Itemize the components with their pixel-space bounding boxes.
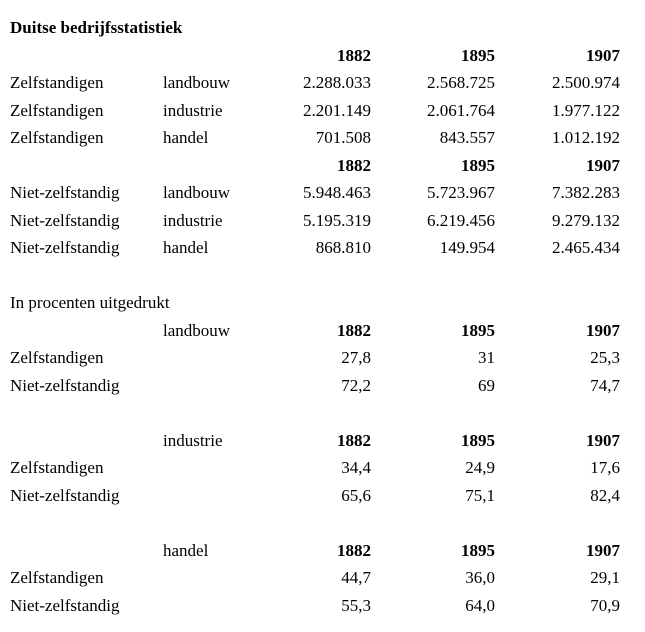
- table-row: [10, 344, 630, 372]
- value-1882: 2.201.149: [303, 100, 371, 120]
- row-label: Zelfstandigen: [10, 458, 104, 477]
- value-1882: 5.195.319: [303, 210, 371, 230]
- row-label: Zelfstandigen: [10, 128, 104, 147]
- year-header-1895: 1895: [461, 540, 495, 560]
- sector-label: industrie: [163, 430, 223, 450]
- value-1895: 6.219.456: [427, 210, 495, 230]
- row-label: Zelfstandigen: [10, 100, 104, 120]
- row-label: Niet-zelfstandig: [10, 210, 120, 230]
- value-1907: 74,7: [590, 375, 620, 395]
- value-1895: 843.557: [439, 128, 495, 147]
- table-row: [10, 179, 630, 207]
- row-label: Niet-zelfstandig: [10, 485, 120, 505]
- sector-label: landbouw: [163, 320, 231, 340]
- year-header-1895: 1895: [461, 155, 495, 175]
- row-label: Niet-zelfstandig: [10, 183, 120, 202]
- table-row: [10, 69, 630, 97]
- year-header-1907: 1907: [586, 430, 620, 450]
- row-label: Zelfstandigen: [10, 348, 104, 367]
- value-1895: 36,0: [465, 568, 495, 587]
- value-1907: 17,6: [590, 458, 620, 477]
- percent-heading-row: [10, 289, 630, 317]
- value-1895: 5.723.967: [427, 183, 495, 202]
- value-1895: 2.061.764: [427, 100, 495, 120]
- year-header-1895: 1895: [461, 45, 495, 65]
- sector-label: handel: [163, 128, 209, 147]
- value-1882: 701.508: [315, 128, 371, 147]
- row-label: Niet-zelfstandig: [10, 595, 120, 615]
- spacer-row: [10, 509, 630, 537]
- table-row: [10, 207, 630, 235]
- value-1882: 55,3: [341, 595, 371, 615]
- year-header-1907: 1907: [586, 540, 620, 560]
- percent-section-header: [10, 537, 630, 565]
- value-1907: 1.977.122: [552, 100, 620, 120]
- table-row: [10, 234, 630, 262]
- value-1895: 69: [478, 375, 495, 395]
- row-label: Zelfstandigen: [10, 568, 104, 587]
- value-1882: 34,4: [341, 458, 371, 477]
- value-1882: 65,6: [341, 485, 371, 505]
- year-header-1907: 1907: [586, 45, 620, 65]
- table-row: [10, 372, 630, 400]
- value-1907: 2.465.434: [552, 238, 620, 257]
- value-1882: 72,2: [341, 375, 371, 395]
- sector-label: landbouw: [163, 183, 231, 202]
- value-1882: 44,7: [341, 568, 371, 587]
- value-1882: 868.810: [315, 238, 371, 257]
- table-row: [10, 564, 630, 592]
- value-1895: 75,1: [465, 485, 495, 505]
- value-1907: 9.279.132: [552, 210, 620, 230]
- spacer-row: [10, 399, 630, 427]
- table-row: [10, 454, 630, 482]
- table-row: [10, 482, 630, 510]
- year-header-1882: 1882: [337, 155, 371, 175]
- value-1895: 24,9: [465, 458, 495, 477]
- percent-section-header: [10, 427, 630, 455]
- title-row: [10, 14, 630, 42]
- year-header-1895: 1895: [461, 320, 495, 340]
- year-header-1895: 1895: [461, 430, 495, 450]
- value-1895: 149.954: [439, 238, 495, 257]
- percent-section-header: [10, 317, 630, 345]
- value-1907: 1.012.192: [552, 128, 620, 147]
- year-header-1907: 1907: [586, 320, 620, 340]
- value-1907: 29,1: [590, 568, 620, 587]
- table-row: [10, 124, 630, 152]
- sector-label: landbouw: [163, 73, 231, 92]
- value-1907: 82,4: [590, 485, 620, 505]
- value-1907: 2.500.974: [552, 73, 620, 92]
- value-1895: 31: [478, 348, 495, 367]
- value-1907: 7.382.283: [552, 183, 620, 202]
- years-header-row: [10, 42, 630, 70]
- years-header-row: [10, 152, 630, 180]
- value-1907: 25,3: [590, 348, 620, 367]
- value-1895: 64,0: [465, 595, 495, 615]
- table-row: [10, 592, 630, 620]
- row-label: Niet-zelfstandig: [10, 375, 120, 395]
- spacer-row: [10, 262, 630, 290]
- row-label: Zelfstandigen: [10, 73, 104, 92]
- page-title: Duitse bedrijfsstatistiek: [10, 18, 183, 37]
- year-header-1907: 1907: [586, 155, 620, 175]
- value-1895: 2.568.725: [427, 73, 495, 92]
- value-1882: 27,8: [341, 348, 371, 367]
- sector-label: industrie: [163, 210, 223, 230]
- sector-label: handel: [163, 238, 209, 257]
- table-row: [10, 97, 630, 125]
- value-1882: 2.288.033: [303, 73, 371, 92]
- year-header-1882: 1882: [337, 45, 371, 65]
- sector-label: industrie: [163, 100, 223, 120]
- year-header-1882: 1882: [337, 320, 371, 340]
- sector-label: handel: [163, 540, 209, 560]
- year-header-1882: 1882: [337, 430, 371, 450]
- percent-heading: In procenten uitgedrukt: [10, 293, 170, 312]
- value-1907: 70,9: [590, 595, 620, 615]
- row-label: Niet-zelfstandig: [10, 238, 120, 257]
- value-1882: 5.948.463: [303, 183, 371, 202]
- year-header-1882: 1882: [337, 540, 371, 560]
